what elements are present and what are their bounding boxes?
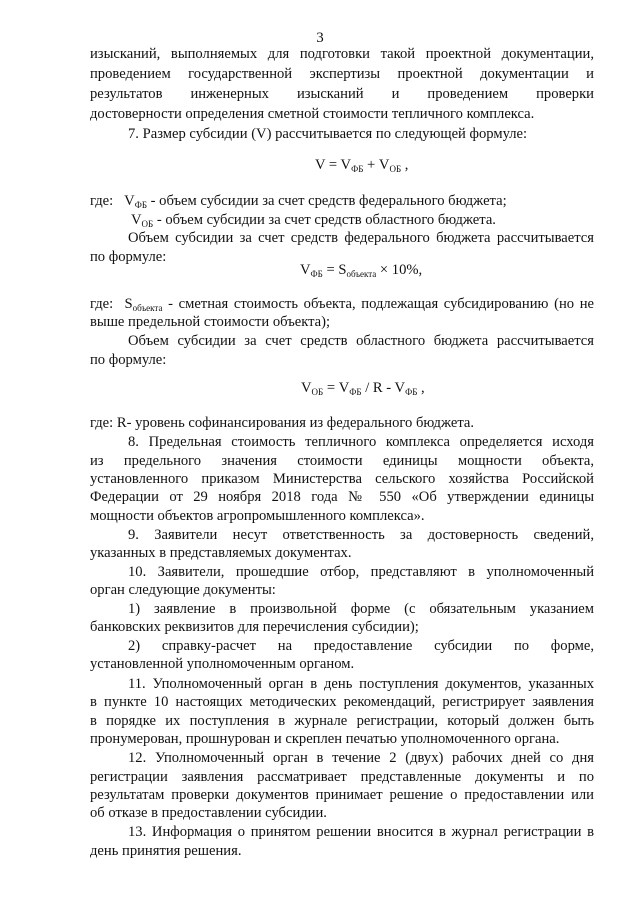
text-line: Объем субсидии за счет средств областного бюджета рассчитывается (128, 333, 594, 349)
text-line: 10. Заявители, прошедшие отбор, представляют в уполномоченный (128, 564, 594, 580)
text-line: Федерации от 29 ноября 2018 года № 550 «Об утверждении единицы (90, 489, 594, 505)
text-line: 1) заявление в произвольной форме (с обязательным указанием (128, 601, 594, 617)
legend-vfb: где: $V_{ФБ}$ - объем субсидии за счет средств федерального бюджета; (90, 193, 507, 210)
text-line: 12. Уполномоченный орган в течение 2 (двух) рабочих дней со дня (128, 750, 594, 766)
text-line: изысканий, выполняемых для подготовки такой проектной документации, (90, 46, 594, 62)
formula-total: $V = V_{ФБ} + V_{ОБ}$ , (315, 157, 409, 174)
text-line: мощности объектов агропромышленного комплекса». (90, 508, 425, 524)
item-7: 7. Размер субсидии (V) рассчитывается по следующей формуле: (128, 126, 528, 142)
text-line: установленной уполномоченным органом. (90, 656, 355, 672)
text-line: об отказе в предоставлении субсидии. (90, 805, 327, 821)
text-line: 13. Информация о принятом решении вносится в журнал регистрации в (128, 824, 594, 840)
text-line: результатам проверки документов принимает решение о предоставлении или (90, 787, 594, 803)
legend-r: где: R- уровень софинансирования из федерального бюджета. (90, 415, 475, 431)
text-line: проведением государственной экспертизы проектной документации и (90, 66, 594, 82)
text-line: регистрации заявления рассматривает представленные документы и по (90, 769, 594, 785)
text-line: в пункте 10 настоящих методических рекомендаций, регистрирует заявления (90, 694, 594, 710)
text-line: день принятия решения. (90, 843, 242, 859)
text-line: Объем субсидии за счет средств федерального бюджета рассчитывается (128, 230, 594, 246)
text-line: 11. Уполномоченный орган в день поступления документов, указанных (128, 676, 594, 692)
text-line: из предельного значения стоимости единицы мощности объекта, (90, 453, 594, 469)
legend-s-cont: выше предельной стоимости объекта); (90, 314, 331, 330)
text-line: 8. Предельная стоимость тепличного комплекса определяется исходя (128, 434, 594, 450)
text-line: по формуле: (90, 352, 167, 368)
text-line: по формуле: (90, 249, 167, 265)
text-line: 2) справку-расчет на предоставление субсидии по форме, (128, 638, 594, 654)
text-line: орган следующие документы: (90, 582, 276, 598)
text-line: указанных в представляемых документах. (90, 545, 352, 561)
text-line: установленного приказом Министерства сельского хозяйства Российской (90, 471, 594, 487)
formula-federal: $V_{ФБ} = S_{объекта} \times 10\%$, (300, 262, 423, 279)
text-line: пронумерован, прошнурован и скреплен печатью уполномоченного органа. (90, 731, 560, 747)
text-line: банковских реквизитов для перечисления субсидии); (90, 619, 419, 635)
text-line: 9. Заявители несут ответственность за достоверность сведений, (128, 527, 594, 543)
page-number: 3 (316, 30, 324, 46)
legend-s: где: $S_{объекта}$ - сметная стоимость объекта, подлежащая субсидированию (но не (90, 296, 594, 313)
text-line: в порядке их поступления в журнале регистрации, который должен быть (90, 713, 594, 729)
text-line: результатов инженерных изысканий и проведением проверки (90, 86, 594, 102)
text-line: достоверности определения сметной стоимости тепличного комплекса. (90, 106, 535, 122)
formula-regional: $V_{ОБ} = V_{ФБ} / R - V_{ФБ}$ , (301, 380, 425, 397)
legend-vob: $V_{ОБ}$ - объем субсидии за счет средств областного бюджета. (131, 212, 496, 229)
